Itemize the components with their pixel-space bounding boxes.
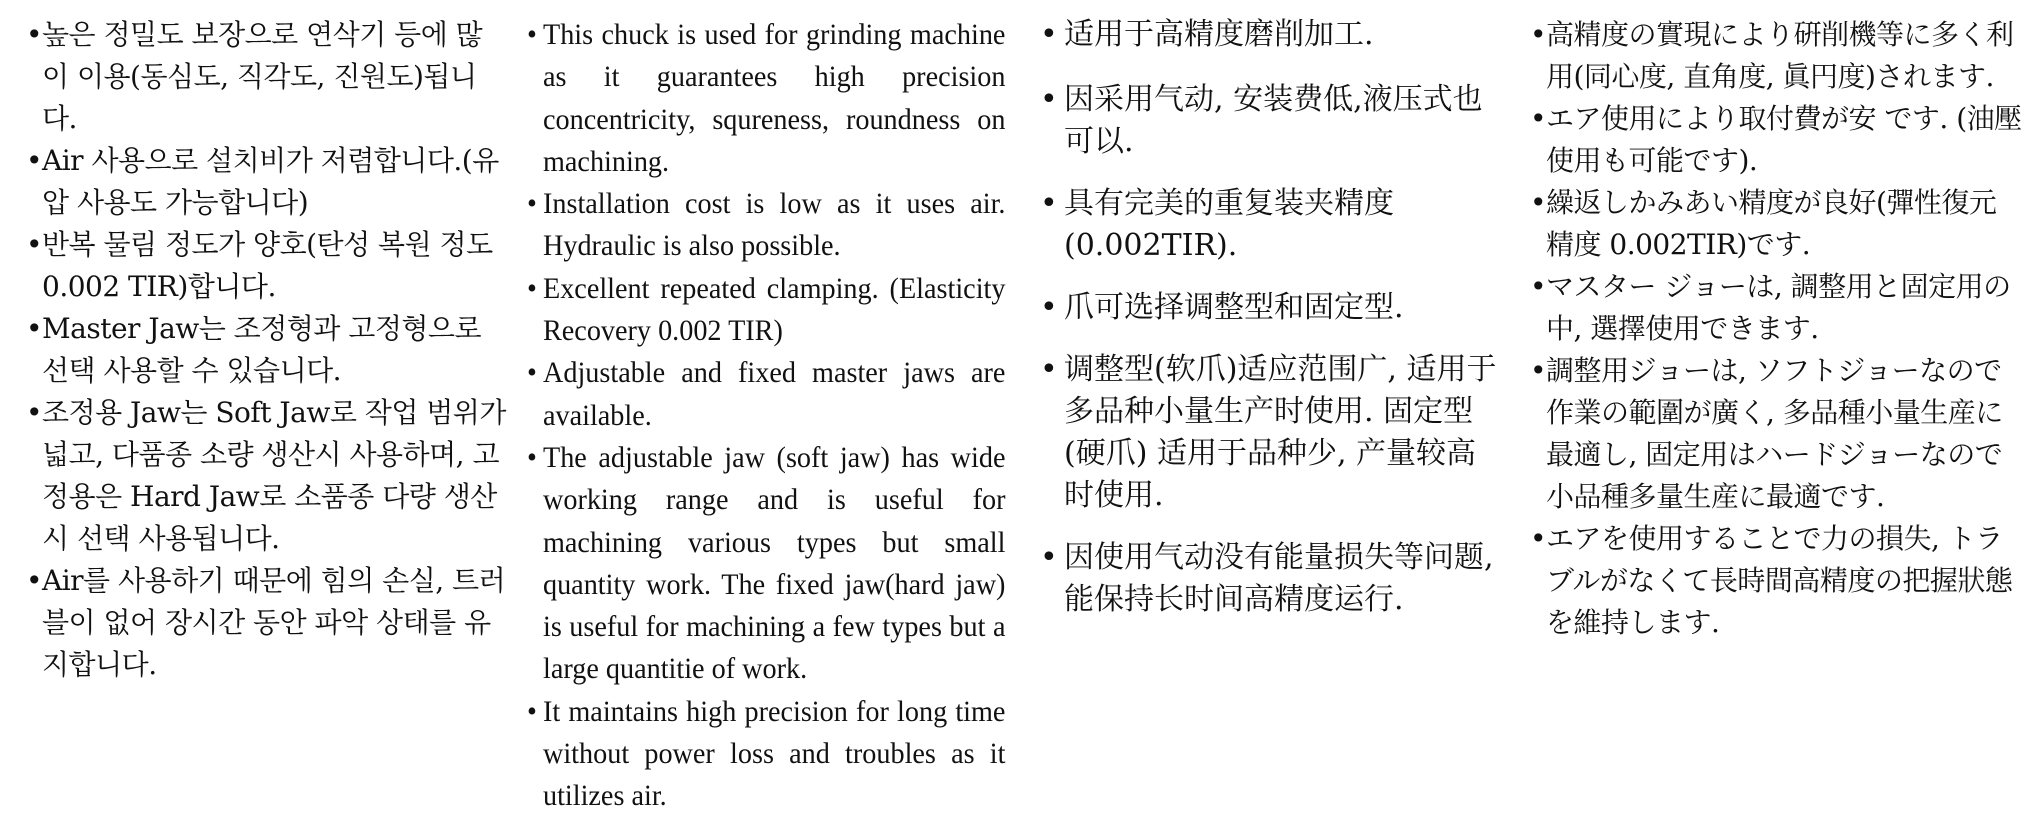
japanese-feature-list xyxy=(1530,14,2022,644)
bullet-icon: • xyxy=(26,312,43,345)
bullet-icon: • xyxy=(527,271,537,305)
list-item xyxy=(26,140,506,224)
bullet-icon: • xyxy=(26,564,43,597)
list-item xyxy=(527,352,1005,437)
list-item xyxy=(1530,98,2022,182)
feature-text: Air 사용으로 설치비가 저렴합니다.(유압 사용도 가능합니다) xyxy=(42,144,499,219)
bullet-icon: • xyxy=(26,396,43,429)
feature-text: Excellent repeated clamping. (Elasticity Recovery 0.002 TIR) xyxy=(542,271,1006,348)
bullet-icon: • xyxy=(527,694,537,728)
list-item xyxy=(1040,183,1500,267)
list-item xyxy=(26,224,506,308)
bullet-icon: • xyxy=(1530,270,1547,303)
feature-text: 适用于高精度磨削加工. xyxy=(1064,17,1374,52)
bullet-icon: • xyxy=(1530,522,1547,555)
bullet-icon: • xyxy=(1530,186,1547,219)
bullet-icon: • xyxy=(1530,18,1547,51)
bullet-icon: • xyxy=(1530,354,1547,387)
bullet-icon: • xyxy=(527,18,537,51)
list-item xyxy=(26,392,506,560)
feature-text: 具有完美的重复装夹精度(0.002TIR). xyxy=(1064,186,1394,263)
korean-feature-list xyxy=(26,14,506,686)
feature-text: 반복 물림 정도가 양호(탄성 복원 정도 0.002 TIR)합니다. xyxy=(42,228,493,303)
feature-text: 调整型(软爪)适应范围广, 适用于多品种小量生产时使用. 固定型(硬爪) 适用于品种少, 产量较高时使用. xyxy=(1064,352,1497,513)
bullet-icon: • xyxy=(1040,17,1058,52)
bullet-icon: • xyxy=(527,356,537,390)
list-item xyxy=(527,437,1005,691)
list-item xyxy=(527,268,1005,353)
list-item xyxy=(26,560,506,686)
feature-text: The adjustable jaw (soft jaw) has wide working range and is useful for machining various types but small quantity work. The fixed jaw(hard jaw) is useful for machining a few types but a large quantitie of work. xyxy=(542,440,1006,686)
list-item xyxy=(1530,350,2022,518)
feature-text: This chuck is used for grinding machine as it guarantees high precision concentricity, squreness, roundness on machining. xyxy=(542,18,1006,178)
list-item xyxy=(1040,14,1500,56)
bullet-icon: • xyxy=(1040,290,1058,325)
list-item xyxy=(1530,266,2022,350)
bullet-icon: • xyxy=(1040,82,1058,117)
feature-text: It maintains high precision for long time without power loss and troubles as it utilizes air. xyxy=(542,694,1006,813)
feature-text: 조정용 Jaw는 Soft Jaw로 작업 범위가 넓고, 다품종 소량 생산시 사용하며, 고정용은 Hard Jaw로 소품종 다량 생산시 선택 사용됩니다. xyxy=(42,396,506,555)
feature-text: 繰返しかみあい精度が良好(彈性復元精度 0.002TIR)です. xyxy=(1546,186,1997,261)
list-item xyxy=(527,183,1005,268)
list-item xyxy=(1530,14,2022,98)
bullet-icon: • xyxy=(1530,102,1547,135)
feature-text: エア使用により取付費が安 です. (油壓使用も可能です). xyxy=(1546,102,2022,177)
feature-text: Master Jaw는 조정형과 고정형으로 선택 사용할 수 있습니다. xyxy=(42,312,482,387)
list-item xyxy=(1040,79,1500,163)
list-item xyxy=(1040,349,1500,517)
feature-text: 因使用气动没有能量损失等问题, 能保持长时间高精度运行. xyxy=(1064,540,1494,617)
bullet-icon: • xyxy=(26,144,43,177)
list-item xyxy=(1530,518,2022,644)
feature-text: 高精度の實現により硏削機等に多く利用(同心度, 直角度, 眞円度)されます. xyxy=(1546,18,2014,93)
bullet-icon: • xyxy=(26,228,43,261)
bullet-icon: • xyxy=(1040,540,1058,575)
bullet-icon: • xyxy=(527,440,537,474)
list-item xyxy=(26,308,506,392)
feature-text: 높은 정밀도 보장으로 연삭기 등에 많이 이용(동심도, 직각도, 진원도)됩니다. xyxy=(42,18,483,135)
feature-text: Installation cost is low as it uses air. Hydraulic is also possible. xyxy=(542,187,1006,263)
list-item xyxy=(1040,537,1500,621)
feature-text: 爪可选择调整型和固定型. xyxy=(1064,290,1404,325)
feature-text: 調整用ジョーは, ソフトジョーなので作業の範圍が廣く, 多品種小量生産に最適し, 固定用はハードジョーなので小品種多量生産に最適です. xyxy=(1546,354,2003,513)
chinese-feature-list xyxy=(1040,14,1500,641)
feature-text: Adjustable and fixed master jaws are available. xyxy=(542,356,1006,432)
bullet-icon: • xyxy=(1040,352,1058,387)
bullet-icon: • xyxy=(26,18,43,51)
list-item xyxy=(26,14,506,140)
bullet-icon: • xyxy=(1040,186,1058,221)
feature-text: 因采用气动, 安装费低,液压式也可以. xyxy=(1064,82,1483,159)
list-item xyxy=(1040,287,1500,329)
list-item xyxy=(527,691,1005,818)
english-feature-list xyxy=(527,14,1005,818)
feature-text: マスター ジョーは, 調整用と固定用の中, 選擇使用できます. xyxy=(1546,270,2011,345)
feature-text: Air를 사용하기 때문에 힘의 손실, 트러블이 없어 장시간 동안 파악 상태를 유지합니다. xyxy=(42,564,506,681)
bullet-icon: • xyxy=(527,187,537,221)
list-item xyxy=(1530,182,2022,266)
feature-text: エアを使用することで力の損失, トラブルがなくて長時間高精度の把握狀態を維持します. xyxy=(1546,522,2013,639)
list-item xyxy=(527,14,1005,183)
